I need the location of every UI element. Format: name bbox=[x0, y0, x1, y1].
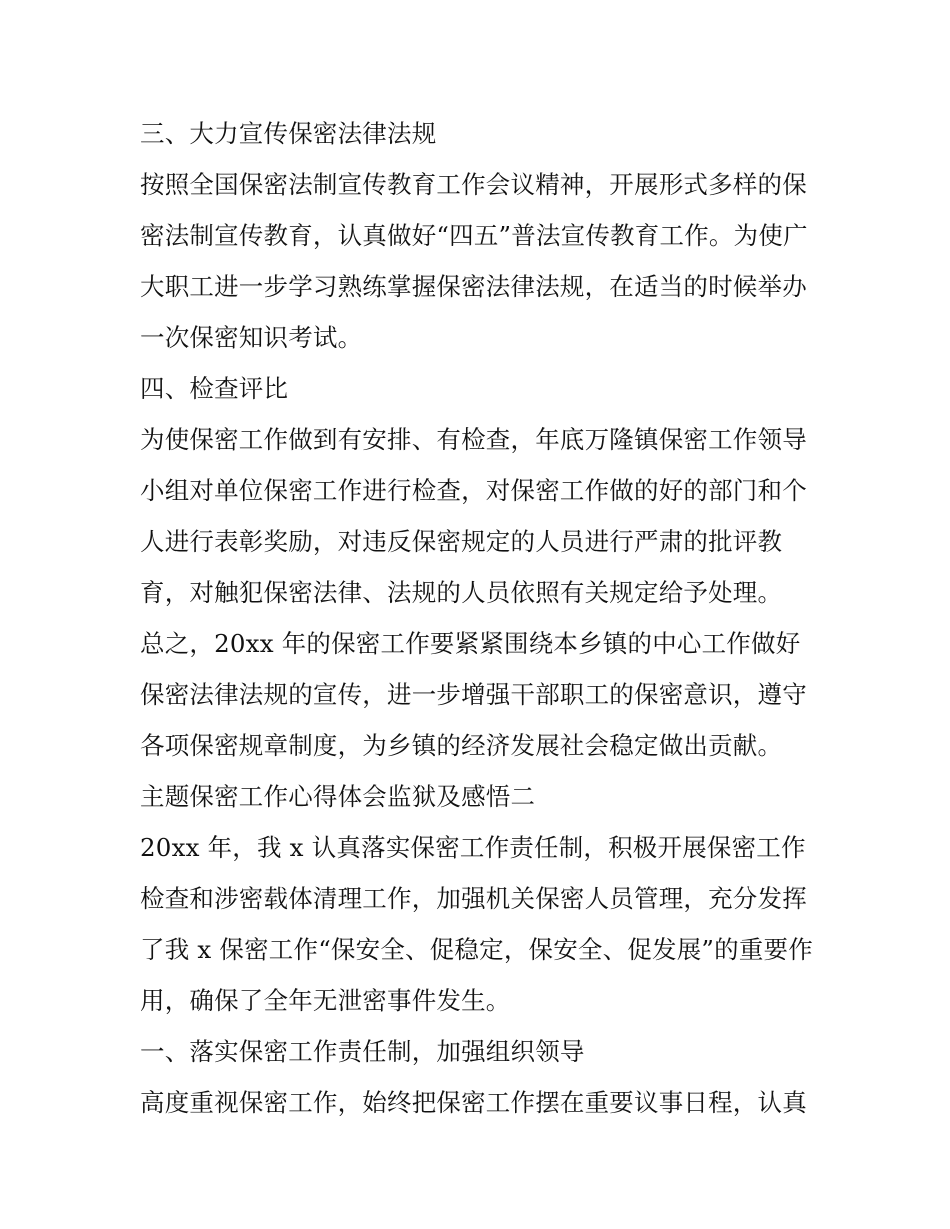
paragraph-line: 各项保密规章制度，为乡镇的经济发展社会稳定做出贡献。 bbox=[140, 731, 783, 760]
paragraph-line: 用，确保了全年无泄密事件发生。 bbox=[140, 986, 511, 1015]
paragraph-line: 高度重视保密工作，始终把保密工作摆在重要议事日程，认真 bbox=[140, 1088, 807, 1117]
paragraph-line: 密法制宣传教育，认真做好“四五”普法宣传教育工作。为使广 bbox=[140, 221, 808, 250]
paragraph-line: 按照全国保密法制宣传教育工作会议精神，开展形式多样的保 bbox=[140, 170, 807, 199]
article-title: 主题保密工作心得体会监狱及感悟二 bbox=[140, 782, 536, 811]
paragraph-line: 保密法律法规的宣传，进一步增强干部职工的保密意识，遵守 bbox=[140, 680, 807, 709]
paragraph-line: 了我 x 保密工作“保安全、促稳定，保安全、促发展”的重要作 bbox=[140, 935, 813, 964]
section-heading-publicity: 三、大力宣传保密法律法规 bbox=[140, 119, 437, 148]
paragraph-line: 20xx 年，我 x 认真落实保密工作责任制，积极开展保密工作 bbox=[140, 833, 806, 862]
paragraph-line: 总之，20xx 年的保密工作要紧紧围绕本乡镇的中心工作做好 bbox=[140, 629, 801, 658]
document-body bbox=[140, 108, 820, 1128]
section-heading-responsibility: 一、落实保密工作责任制，加强组织领导 bbox=[140, 1037, 585, 1066]
paragraph-line: 大职工进一步学习熟练掌握保密法律法规，在适当的时候举办 bbox=[140, 272, 807, 301]
paragraph-line: 为使保密工作做到有安排、有检查，年底万隆镇保密工作领导 bbox=[140, 425, 807, 454]
paragraph-line: 小组对单位保密工作进行检查，对保密工作做的好的部门和个 bbox=[140, 476, 807, 505]
paragraph-line: 人进行表彰奖励，对违反保密规定的人员进行严肃的批评教 bbox=[140, 527, 783, 556]
paragraph-line: 一次保密知识考试。 bbox=[140, 323, 363, 352]
paragraph-line: 检查和涉密载体清理工作，加强机关保密人员管理，充分发挥 bbox=[140, 884, 807, 913]
section-heading-inspection: 四、检查评比 bbox=[140, 374, 289, 403]
paragraph-line: 育，对触犯保密法律、法规的人员依照有关规定给予处理。 bbox=[140, 578, 783, 607]
